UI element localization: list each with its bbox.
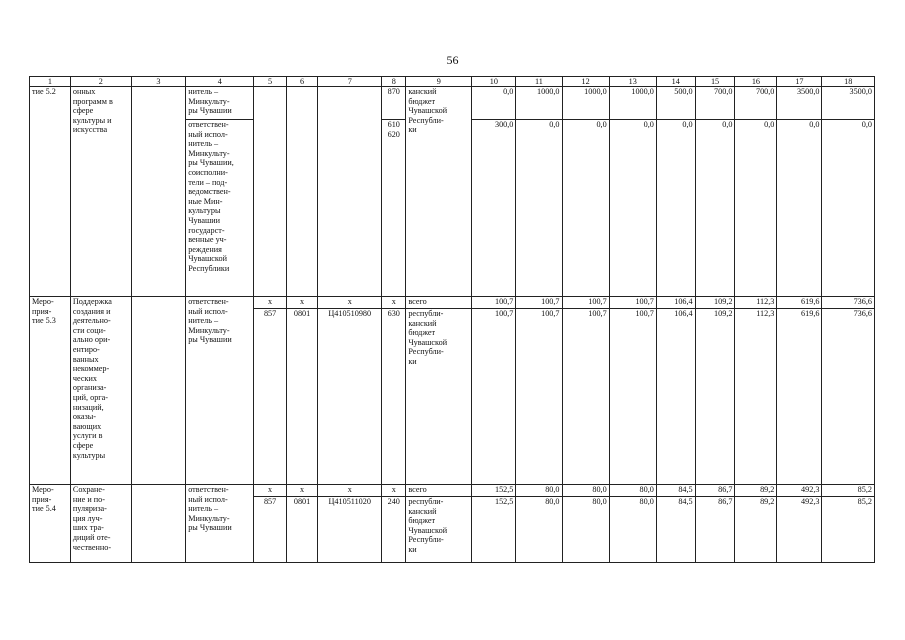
target-article: Ц410511020 xyxy=(318,497,382,563)
value-cell: 80,0 xyxy=(609,485,656,497)
value-cell: 0,0 xyxy=(777,120,822,297)
column-number: 1 xyxy=(30,77,71,87)
empty-cell xyxy=(131,87,186,297)
value-cell: 1000,0 xyxy=(609,87,656,120)
column-number: 16 xyxy=(735,77,777,87)
column-number: 15 xyxy=(695,77,735,87)
event-code: тие 5.2 xyxy=(32,87,56,96)
value-cell: 84,5 xyxy=(656,485,695,497)
column-number: 5 xyxy=(254,77,287,87)
target-article: Ц410510980 xyxy=(318,309,382,485)
section-code: 0801 xyxy=(286,497,317,563)
empty-cell xyxy=(131,297,186,485)
value-cell: 0,0 xyxy=(472,87,516,120)
target-article: x xyxy=(318,485,382,497)
value-cell: 112,3 xyxy=(735,297,777,309)
value-cell: 109,2 xyxy=(695,309,735,485)
value-cell: 152,5 xyxy=(472,485,516,497)
column-number-row xyxy=(30,77,875,87)
table-row xyxy=(30,297,875,309)
value-cell: 89,2 xyxy=(735,497,777,563)
column-number: 7 xyxy=(318,77,382,87)
value-cell: 80,0 xyxy=(562,485,609,497)
value-cell: 152,5 xyxy=(472,497,516,563)
funding-source: всего xyxy=(406,485,472,497)
value-cell: 100,7 xyxy=(516,297,562,309)
section-code: 0801 xyxy=(286,309,317,485)
empty-cell xyxy=(254,87,287,297)
column-number: 14 xyxy=(656,77,695,87)
value-cell: 106,4 xyxy=(656,297,695,309)
ministry-code: x xyxy=(254,485,287,497)
value-cell: 100,7 xyxy=(516,309,562,485)
value-cell: 1000,0 xyxy=(516,87,562,120)
funding-source: республи- канский бюджет Чувашской Республи- ки xyxy=(408,497,448,554)
value-cell: 3500,0 xyxy=(822,87,875,120)
funding-source: канский бюджет Чувашской Республи- ки xyxy=(408,87,448,135)
ministry-code: 857 xyxy=(254,497,287,563)
page-number: 56 xyxy=(446,53,459,67)
value-cell: 0,0 xyxy=(609,120,656,297)
expense-type: 870 xyxy=(387,87,400,96)
value-cell: 0,0 xyxy=(562,120,609,297)
column-number: 2 xyxy=(70,77,131,87)
empty-cell xyxy=(131,485,186,563)
ministry-code: x xyxy=(254,297,287,309)
executor: ответствен- ный испол- нитель – Минкульту- ры Чувашии xyxy=(188,485,232,533)
value-cell: 86,7 xyxy=(695,497,735,563)
expense-type: x xyxy=(382,485,406,497)
value-cell: 100,7 xyxy=(472,297,516,309)
value-cell: 700,0 xyxy=(735,87,777,120)
value-cell: 80,0 xyxy=(609,497,656,563)
value-cell: 80,0 xyxy=(516,497,562,563)
value-cell: 3500,0 xyxy=(777,87,822,120)
value-cell: 100,7 xyxy=(562,309,609,485)
value-cell: 0,0 xyxy=(695,120,735,297)
value-cell: 89,2 xyxy=(735,485,777,497)
value-cell: 100,7 xyxy=(472,309,516,485)
column-number: 18 xyxy=(822,77,875,87)
value-cell: 0,0 xyxy=(822,120,875,297)
column-number: 11 xyxy=(516,77,562,87)
value-cell: 100,7 xyxy=(562,297,609,309)
value-cell: 100,7 xyxy=(609,309,656,485)
expense-type: x xyxy=(382,297,406,309)
executor: ответствен- ный испол- нитель – Минкульту- ры Чувашии, соисполни- тели – под- ведомствен- ные Мин- культуры Чувашии государст- венные уч- реждения Чувашской Республики xyxy=(188,120,234,273)
value-cell: 1000,0 xyxy=(562,87,609,120)
value-cell: 106,4 xyxy=(656,309,695,485)
value-cell: 492,3 xyxy=(777,485,822,497)
value-cell: 500,0 xyxy=(656,87,695,120)
section-code: x xyxy=(286,297,317,309)
column-number: 17 xyxy=(777,77,822,87)
value-cell: 619,6 xyxy=(777,297,822,309)
value-cell: 0,0 xyxy=(516,120,562,297)
value-cell: 492,3 xyxy=(777,497,822,563)
value-cell: 80,0 xyxy=(516,485,562,497)
value-cell: 100,7 xyxy=(609,297,656,309)
value-cell: 84,5 xyxy=(656,497,695,563)
column-number: 13 xyxy=(609,77,656,87)
executor: ответствен- ный испол- нитель – Минкульту- ры Чувашии xyxy=(188,297,232,345)
budget-table xyxy=(29,76,875,563)
column-number: 3 xyxy=(131,77,186,87)
value-cell: 736,6 xyxy=(822,309,875,485)
event-description: Сохране- ние и по- пуляриза- ция луч- ших тра- диций оте- чественно- xyxy=(72,485,112,552)
value-cell: 80,0 xyxy=(562,497,609,563)
ministry-code: 857 xyxy=(254,309,287,485)
value-cell: 86,7 xyxy=(695,485,735,497)
value-cell: 109,2 xyxy=(695,297,735,309)
value-cell: 85,2 xyxy=(822,485,875,497)
event-code: Меро- прия- тие 5.4 xyxy=(32,485,56,514)
column-number: 4 xyxy=(186,77,254,87)
executor: нитель – Минкульту- ры Чувашии xyxy=(188,87,232,116)
expense-type: 610 620 xyxy=(387,120,400,139)
table-row xyxy=(30,485,875,497)
table-row xyxy=(30,87,875,120)
value-cell: 619,6 xyxy=(777,309,822,485)
value-cell: 0,0 xyxy=(656,120,695,297)
empty-cell xyxy=(318,87,382,297)
event-code: Меро- прия- тие 5.3 xyxy=(32,297,56,326)
column-number: 10 xyxy=(472,77,516,87)
expense-type: 240 xyxy=(382,497,406,563)
value-cell: 85,2 xyxy=(822,497,875,563)
event-description: онных программ в сфере культуры и искусства xyxy=(72,87,113,135)
empty-cell xyxy=(286,87,317,297)
target-article: x xyxy=(318,297,382,309)
funding-source: всего xyxy=(406,297,472,309)
value-cell: 700,0 xyxy=(695,87,735,120)
value-cell: 736,6 xyxy=(822,297,875,309)
section-code: x xyxy=(286,485,317,497)
event-description: Поддержка создания и деятельно- сти соци- ально ори- ентиро- ванных некоммер- ческих организа- ций, орга- низаций, оказы- вающих услуги в сфере культуры xyxy=(72,297,112,460)
value-cell: 300,0 xyxy=(472,120,516,297)
value-cell: 0,0 xyxy=(735,120,777,297)
column-number: 8 xyxy=(382,77,406,87)
value-cell: 112,3 xyxy=(735,309,777,485)
funding-source: республи- канский бюджет Чувашской Республи- ки xyxy=(408,309,448,366)
column-number: 9 xyxy=(406,77,472,87)
column-number: 6 xyxy=(286,77,317,87)
column-number: 12 xyxy=(562,77,609,87)
expense-type: 630 xyxy=(382,309,406,485)
